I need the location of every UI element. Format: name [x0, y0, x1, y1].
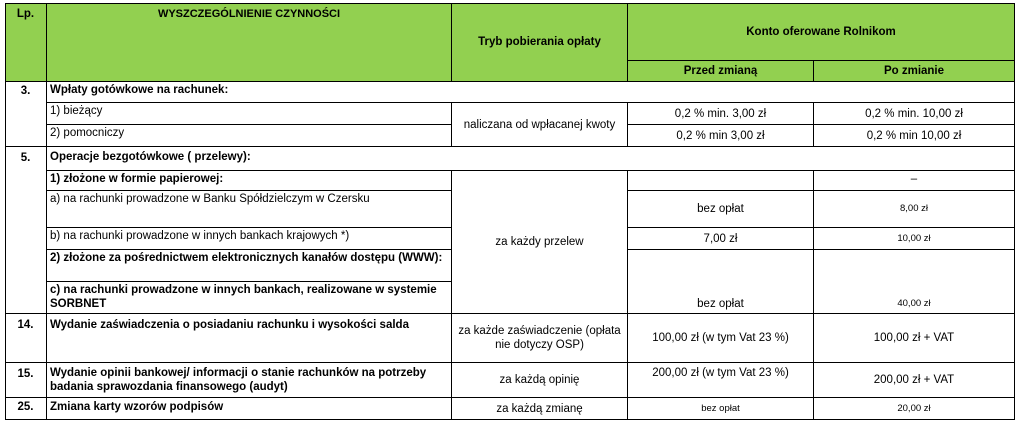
header-after-text: Po zmianie: [883, 65, 945, 77]
sec3-row1-before-text: 0,2 % min. 3,00 zł: [674, 107, 767, 120]
sec14-after: [814, 314, 1015, 363]
sec15-before: [628, 363, 814, 398]
sec5-row-a-after-text: 8,00 zł: [900, 203, 928, 214]
sec14-before-text: 100,00 zł (w tym Vat 23 %): [652, 332, 789, 344]
sec5-row-c-after: [814, 250, 1015, 314]
header-before: [628, 61, 814, 82]
sec5-row-b-label: [47, 228, 452, 250]
sec5-row-a-before-text: bez opłat: [697, 203, 744, 215]
sec15-mode: [452, 363, 628, 398]
sec3-row2-after-text: 0,2 % min 10,00 zł: [866, 129, 962, 142]
sec25-lp-text: 25.: [17, 401, 34, 413]
sec25-title-text: Zmiana karty wzorów podpisów: [50, 401, 224, 413]
sec14-lp-text: 14.: [17, 319, 34, 331]
fee-table: [5, 3, 1015, 420]
sec14-title-text: Wydanie zaświadczenia o posiadaniu rachunku i wysokości salda: [50, 319, 409, 331]
sec5-row-a-label-text: a) na rachunki prowadzone w Banku Spółdzielczym w Czersku: [50, 193, 370, 205]
sec5-paper-after: [814, 171, 1015, 191]
sec15-lp-text: 15.: [17, 368, 34, 380]
sec5-row-a-label: [47, 191, 452, 228]
sec5-electronic-label: [47, 250, 452, 282]
sec5-title-text: Operacje bezgotówkowe ( przelewy):: [50, 151, 251, 163]
sec5-row-c-label: [47, 282, 452, 314]
header-lp-text: Lp.: [16, 8, 35, 20]
header-account: [628, 3, 1015, 61]
sec5-title: [47, 147, 1015, 171]
sec25-lp: [5, 398, 47, 420]
sec3-mode: [452, 103, 628, 147]
sec25-title: [47, 398, 452, 420]
sec5-mode: [452, 171, 628, 314]
sec3-mode-text: naliczana od wpłacanej kwoty: [463, 118, 616, 131]
sec15-before-text: 200,00 zł (w tym Vat 23 %): [652, 367, 789, 379]
sec3-lp-text: 3.: [20, 85, 31, 97]
header-mode-text: Tryb pobierania opłaty: [478, 36, 601, 48]
sec14-title: [47, 314, 452, 363]
sec14-mode-text: za każde zaświadczenie (opłata nie dotyczy OSP): [458, 325, 621, 351]
sec5-paper-after-text: –: [910, 173, 918, 185]
sec3-row1-after-text: 0,2 % min. 10,00 zł: [865, 107, 963, 120]
sec15-title-text: Wydanie opinii bankowej/ informacji o stanie rachunków na potrzeby badania sprawozdania finansowego (audyt): [50, 367, 427, 393]
sec25-mode-text: za każdą zmianę: [496, 402, 583, 415]
sec3-row2-label: [47, 125, 452, 147]
header-lp: [5, 3, 47, 82]
sec15-lp: [5, 363, 47, 398]
header-mode: [452, 3, 628, 82]
sec14-lp: [5, 314, 47, 363]
sec25-after: [814, 398, 1015, 420]
sec3-lp: [5, 82, 47, 147]
sec5-mode-text: za każdy przelew: [495, 236, 584, 248]
header-description-text: WYSZCZEGÓLNIENIE CZYNNOŚCI: [157, 8, 341, 20]
sec5-row-c-before-text: bez opłat: [697, 298, 744, 310]
sec5-row-c-after-text: 40,00 zł: [897, 298, 931, 309]
sec5-electronic-label-text: 2) złożone za pośrednictwem elektronicznych kanałów dostępu (WWW):: [50, 252, 443, 264]
sec3-row2-label-text: 2) pomocniczy: [50, 127, 125, 139]
sec5-row-b-label-text: b) na rachunki prowadzone w innych bankach krajowych *): [50, 230, 350, 242]
sec5-row-b-after-text: 10,00 zł: [897, 232, 931, 244]
sec5-row-a-before: [628, 191, 814, 228]
sec14-after-text: 100,00 zł + VAT: [873, 332, 955, 344]
sec15-after-text: 200,00 zł + VAT: [873, 374, 955, 386]
sec5-row-a-after: [814, 191, 1015, 228]
sec15-after: [814, 363, 1015, 398]
sec5-row-b-after: [814, 228, 1015, 250]
header-account-text: Konto oferowane Rolnikom: [746, 25, 896, 38]
sec5-paper-before: [628, 171, 814, 191]
sec25-mode: [452, 398, 628, 420]
sec15-title: [47, 363, 452, 398]
sec3-title: [47, 82, 1015, 103]
sec5-lp-text: 5.: [20, 152, 31, 164]
sec5-paper-label: [47, 171, 452, 191]
sec3-row2-before-text: 0,2 % min 3,00 zł: [676, 129, 765, 142]
sec5-paper-label-text: 1) złożone w formie papierowej:: [50, 173, 224, 185]
sec3-row2-after: [814, 125, 1015, 147]
header-after: [814, 61, 1015, 82]
sec5-row-c-label-text: c) na rachunki prowadzone w innych bankach, realizowane w systemie SORBNET: [50, 284, 437, 310]
sec15-mode-text: za każdą opinię: [499, 374, 580, 386]
sec3-row1-after: [814, 103, 1015, 125]
sec14-before: [628, 314, 814, 363]
sec5-row-c-before: [628, 250, 814, 314]
sec25-after-text: 20,00 zł: [897, 402, 931, 414]
sec14-mode: [452, 314, 628, 363]
sec3-row1-before: [628, 103, 814, 125]
sec5-row-b-before: [628, 228, 814, 250]
sec3-row2-before: [628, 125, 814, 147]
header-description: [47, 3, 452, 82]
sec3-row1-label: [47, 103, 452, 125]
sec5-row-b-before-text: 7,00 zł: [703, 232, 738, 245]
sec25-before: [628, 398, 814, 420]
sec5-lp: [5, 147, 47, 314]
sec25-before-text: bez opłat: [701, 402, 740, 414]
sec3-row1-label-text: 1) bieżący: [50, 105, 103, 117]
header-before-text: Przed zmianą: [683, 65, 758, 77]
sec3-title-text: Wpłaty gotówkowe na rachunek:: [50, 84, 229, 96]
